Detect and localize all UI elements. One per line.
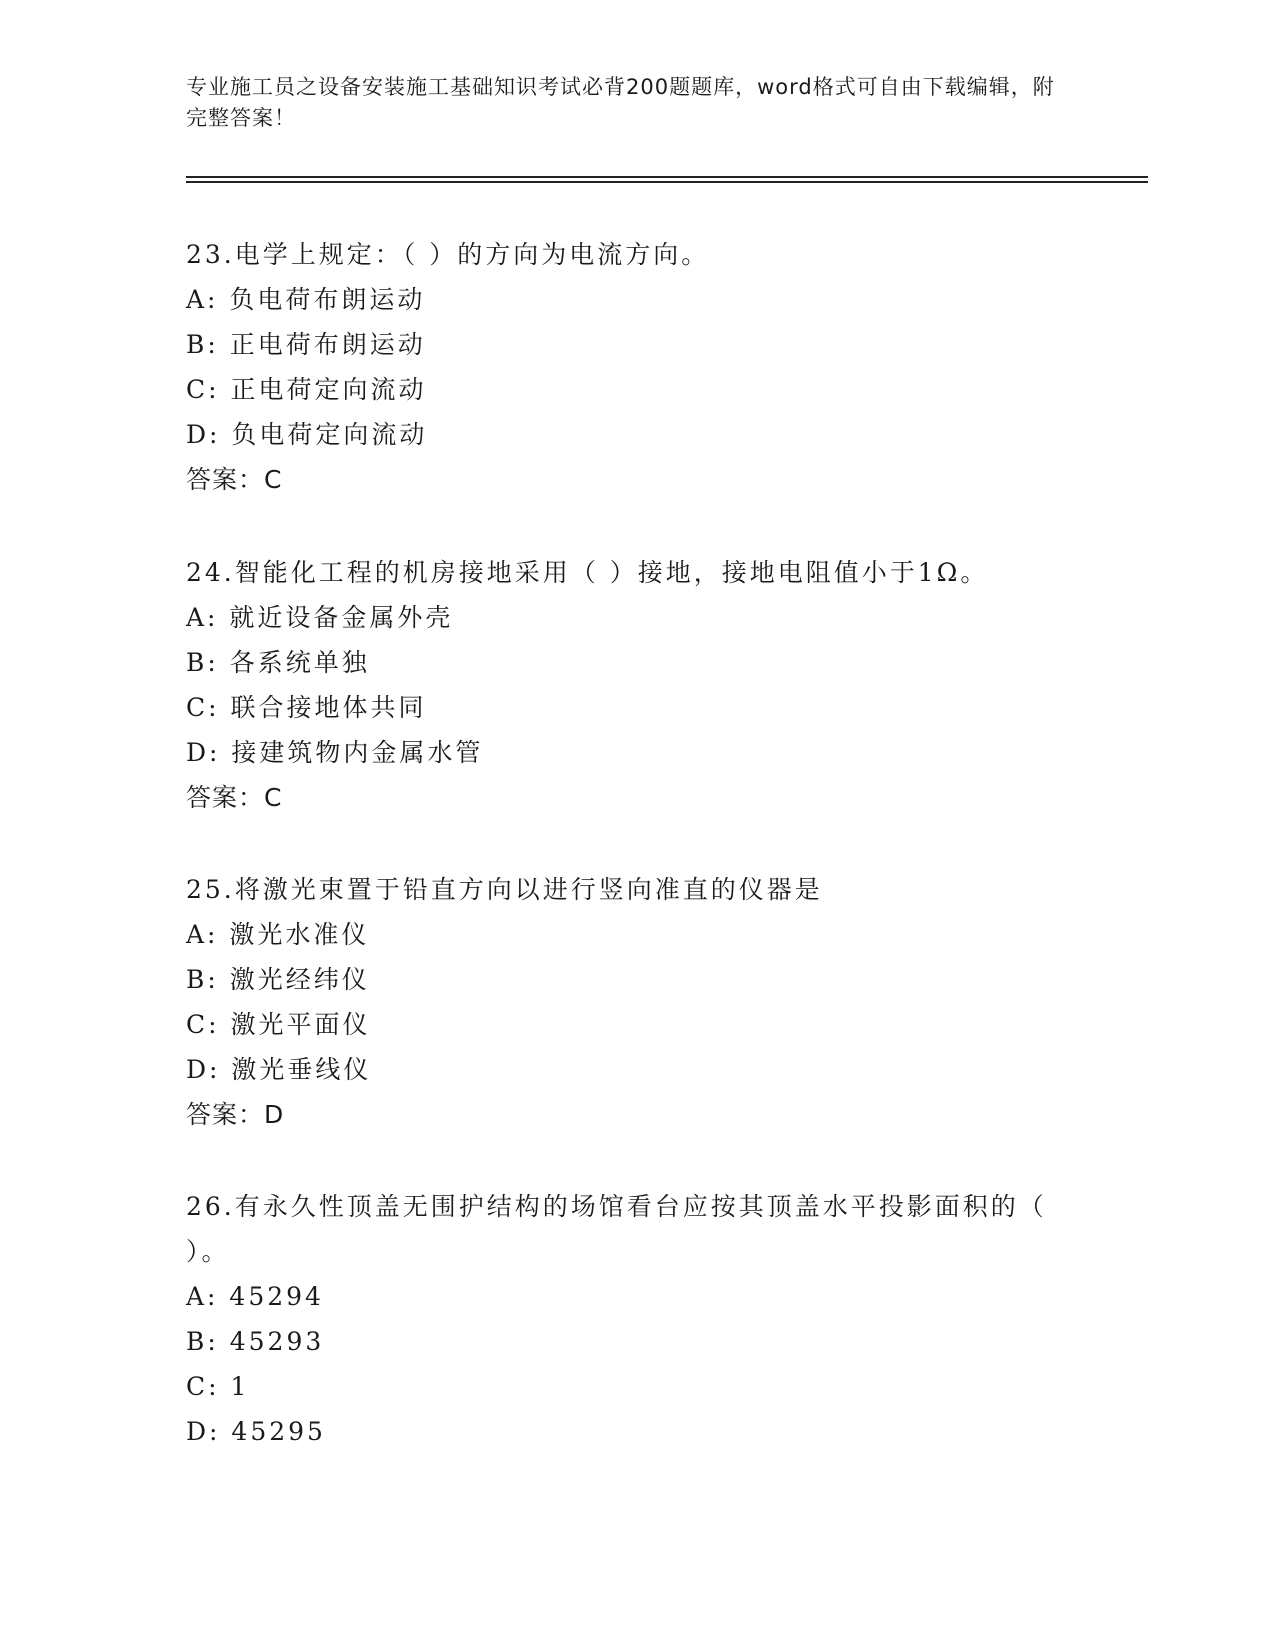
question-text: 23.电学上规定：（ ）的方向为电流方向。 <box>186 240 710 269</box>
document-header: 专业施工员之设备安装施工基础知识考试必背200题题库，word格式可自由下载编辑，附完整答案！ <box>186 75 1055 130</box>
question-block <box>186 867 1086 1137</box>
option-c: C: 激光平面仪 <box>186 1010 371 1039</box>
header-divider-top <box>186 176 1148 178</box>
option-c: C: 联合接地体共同 <box>186 693 427 722</box>
question-block <box>186 1184 1086 1454</box>
question-text: 26.有永久性顶盖无围护结构的场馆看台应按其顶盖水平投影面积的（ ）。 <box>186 1192 1047 1266</box>
option-a: A: 激光水准仪 <box>186 920 370 949</box>
answer-line: 答案：C <box>186 783 283 812</box>
option-c: C: 1 <box>186 1372 250 1401</box>
question-text: 25.将激光束置于铅直方向以进行竖向准直的仪器是 <box>186 875 823 904</box>
header-divider-bottom <box>186 181 1148 183</box>
option-c: C: 正电荷定向流动 <box>186 375 427 404</box>
question-text: 24.智能化工程的机房接地采用（ ）接地，接地电阻值小于1Ω。 <box>186 558 989 587</box>
option-d: D: 接建筑物内金属水管 <box>186 738 484 767</box>
question-block <box>186 550 1086 820</box>
option-d: D: 45295 <box>186 1417 326 1446</box>
option-b: B: 45293 <box>186 1327 325 1356</box>
option-b: B: 各系统单独 <box>186 648 370 677</box>
option-a: A: 就近设备金属外壳 <box>186 603 454 632</box>
answer-line: 答案：D <box>186 1100 285 1129</box>
option-d: D: 激光垂线仪 <box>186 1055 372 1084</box>
option-b: B: 激光经纬仪 <box>186 965 370 994</box>
option-a: A: 45294 <box>186 1282 324 1311</box>
answer-line: 答案：C <box>186 465 283 494</box>
option-d: D: 负电荷定向流动 <box>186 420 428 449</box>
option-b: B: 正电荷布朗运动 <box>186 330 426 359</box>
option-a: A: 负电荷布朗运动 <box>186 285 426 314</box>
question-block <box>186 232 1086 502</box>
